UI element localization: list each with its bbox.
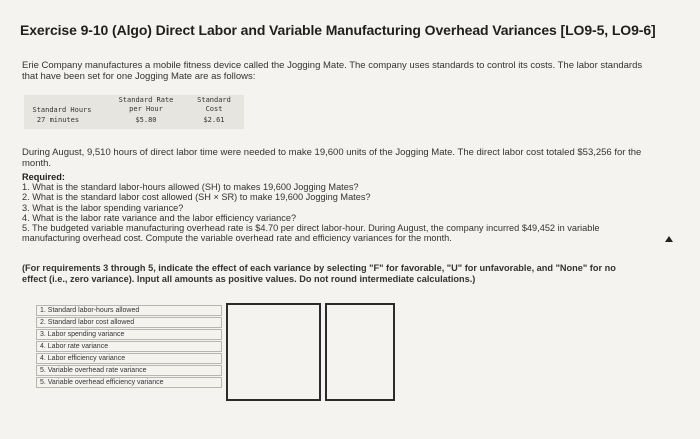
required-item: 4. What is the labor rate variance and the labor efficiency variance? — [22, 212, 297, 223]
value-standard-hours: 27 minutes — [36, 116, 80, 124]
cursor-pointer-icon — [665, 236, 673, 242]
standards-table — [24, 95, 244, 129]
instructions-note: (For requirements 3 through 5, indicate the effect of each variance by selecting "F" for favorable, "U" for unfavorable, and "None" for no effect (i.e., zero variance). Input all amounts as positive values. Do not round intermediate calculations.) — [22, 263, 616, 284]
header-standard-rate: Standard Rate per Hour — [118, 96, 174, 113]
value-standard-cost: $2.61 — [203, 116, 225, 124]
answer-row-label: 2. Standard labor cost allowed — [36, 317, 222, 328]
intro-paragraph: Erie Company manufactures a mobile fitness device called the Jogging Mate. The company uses standards to control its costs. The labor standards that have been set for one Jogging Mate are as follows: — [22, 60, 643, 82]
required-heading: Required: — [22, 172, 65, 182]
answer-row-label: 4. Labor efficiency variance — [36, 353, 222, 364]
answer-row-label: 5. Variable overhead efficiency variance — [36, 377, 222, 388]
page-title: Exercise 9-10 (Algo) Direct Labor and Variable Manufacturing Overhead Variances [LO9-5, LO9-6] — [20, 22, 656, 38]
required-item: 1. What is the standard labor-hours allowed (SH) to makes 19,600 Jogging Mates? — [22, 182, 359, 193]
answer-row-label: 3. Labor spending variance — [36, 329, 222, 340]
required-item: 5. The budgeted variable manufacturing overhead rate is $4.70 per direct labor-hour. During August, the company incurred $49,452 in variable manufacturing overhead cost. Compute the variable overhead rate and efficiency variances for the month. — [22, 223, 600, 244]
value-standard-rate: $5.80 — [135, 116, 157, 124]
required-item: 3. What is the labor spending variance? — [22, 202, 184, 213]
answer-row-label: 1. Standard labor-hours allowed — [36, 305, 222, 316]
answer-row-label: 4. Labor rate variance — [36, 341, 222, 352]
required-item: 2. What is the standard labor cost allowed (SH × SR) to make 19,600 Jogging Mates? — [22, 192, 371, 203]
answer-row-label: 5. Variable overhead rate variance — [36, 365, 222, 376]
required-section — [22, 172, 642, 243]
effect-select-column[interactable] — [325, 303, 395, 401]
amount-input-column[interactable] — [226, 303, 321, 401]
header-standard-cost: Standard Cost — [197, 96, 231, 113]
during-august-paragraph: During August, 9,510 hours of direct labor time were needed to make 19,600 units of the Jogging Mate. The direct labor cost totaled $53,256 for the month. — [22, 147, 642, 169]
header-standard-hours: Standard Hours — [32, 106, 92, 114]
